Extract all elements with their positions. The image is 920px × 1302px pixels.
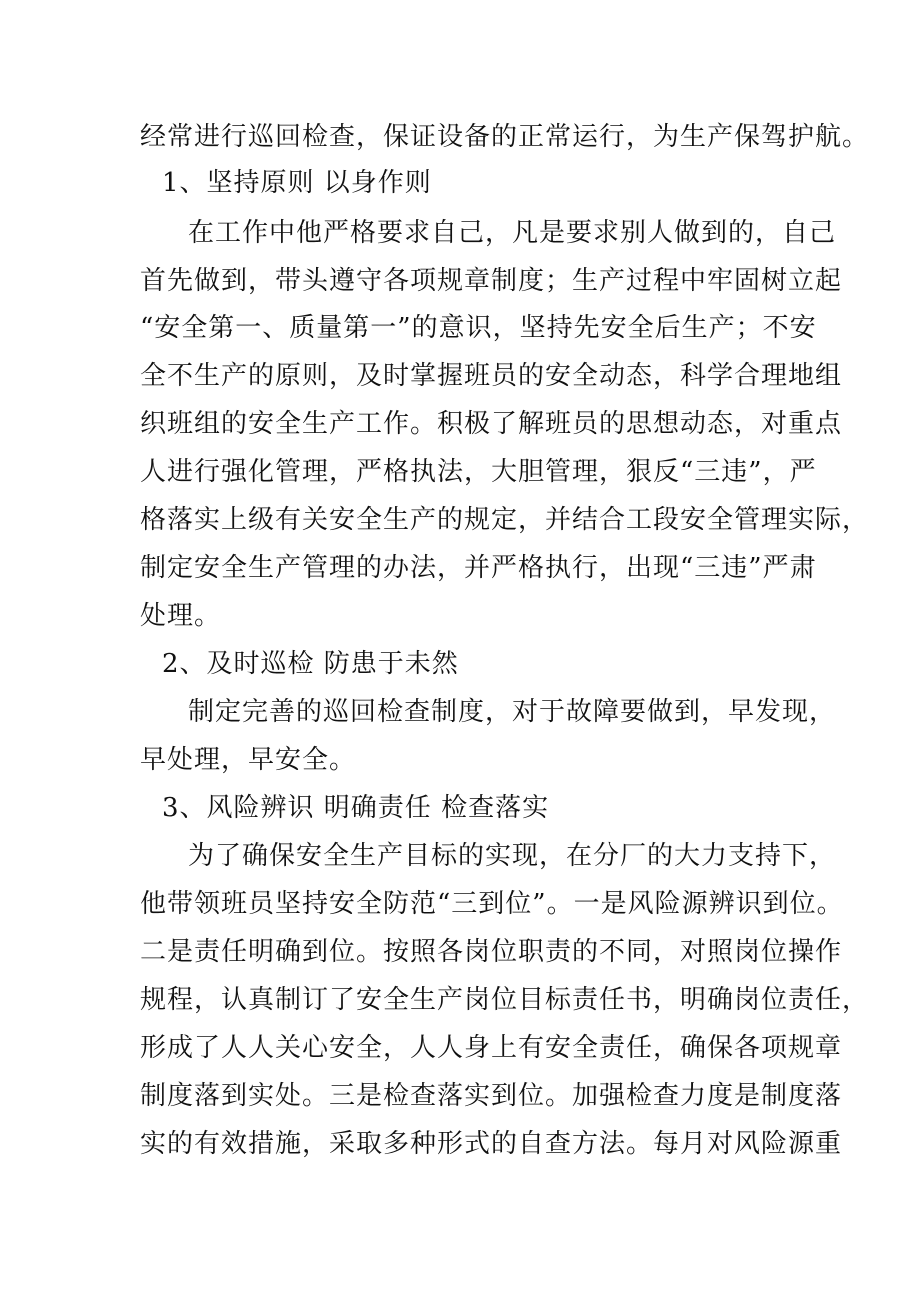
- paragraph-line: 在工作中他严格要求自己，凡是要求别人做到的，自己: [188, 218, 837, 248]
- paragraph-line: 制定完善的巡回检查制度，对于故障要做到，早发现，: [188, 697, 837, 727]
- paragraph-line: 全不生产的原则，及时掌握班员的安全动态，科学合理地组: [140, 361, 843, 391]
- paragraph-line: 人进行强化管理，严格执法，大胆管理，狠反“三违”，严: [140, 457, 817, 487]
- paragraph-line: 规程，认真制订了安全生产岗位目标责任书，明确岗位责任，: [140, 985, 870, 1015]
- paragraph-line: “安全第一、质量第一”的意识，坚持先安全后生产；不安: [140, 313, 817, 343]
- text-line: 经常进行巡回检查，保证设备的正常运行，为生产保驾护航。: [140, 122, 870, 152]
- paragraph-line: 为了确保安全生产目标的实现，在分厂的大力支持下，: [188, 841, 837, 871]
- paragraph-line: 处理。: [140, 601, 222, 631]
- paragraph-line: 形成了人人关心安全，人人身上有安全责任，确保各项规章: [140, 1033, 843, 1063]
- paragraph-line: 实的有效措施，采取多种形式的自查方法。每月对风险源重: [140, 1129, 843, 1159]
- paragraph-line: 他带领班员坚持安全防范“三到位”。一是风险源辨识到位。: [140, 889, 844, 919]
- paragraph-line: 制定安全生产管理的办法，并严格执行，出现“三违”严肃: [140, 553, 817, 583]
- section-heading-1: 1、坚持原则 以身作则: [162, 168, 432, 198]
- paragraph-line: 格落实上级有关安全生产的规定，并结合工段安全管理实际，: [140, 505, 870, 535]
- section-heading-3: 3、风险辨识 明确责任 检查落实: [162, 793, 550, 823]
- paragraph-line: 首先做到，带头遵守各项规章制度；生产过程中牢固树立起: [140, 266, 843, 296]
- paragraph-line: 二是责任明确到位。按照各岗位职责的不同，对照岗位操作: [140, 937, 843, 967]
- paragraph-line: 织班组的安全生产工作。积极了解班员的思想动态，对重点: [140, 409, 843, 439]
- section-heading-2: 2、及时巡检 防患于未然: [162, 649, 459, 679]
- paragraph-line: 早处理，早安全。: [140, 745, 357, 775]
- paragraph-line: 制度落到实处。三是检查落实到位。加强检查力度是制度落: [140, 1081, 843, 1111]
